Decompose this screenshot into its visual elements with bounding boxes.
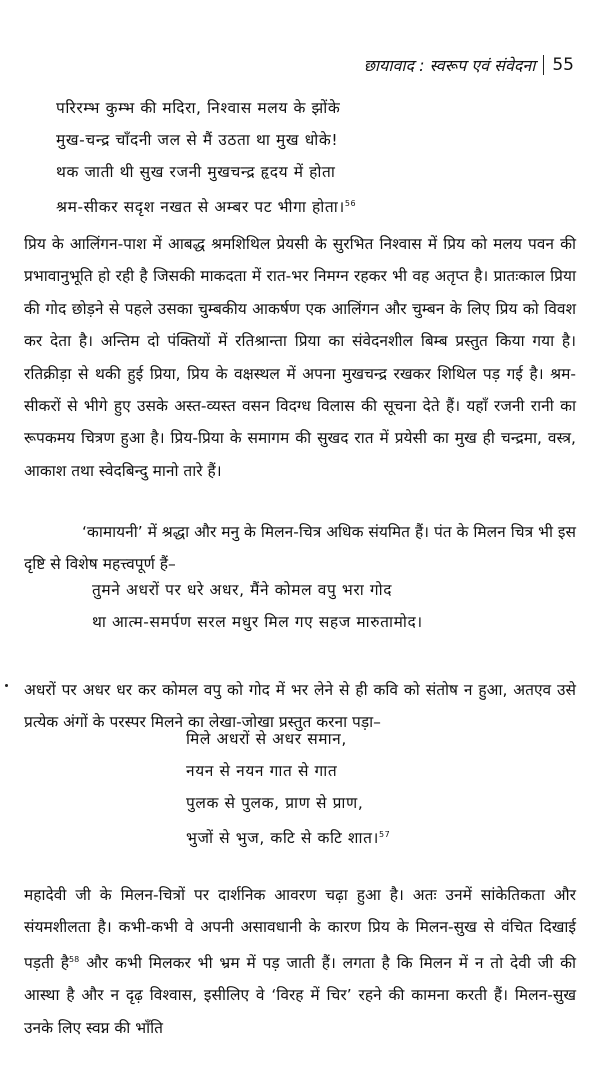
verse-block-2 xyxy=(92,574,423,638)
verse-line: मिले अधरों से अधर समान, xyxy=(186,730,347,748)
verse-line: तुमने अधरों पर धरे अधर, मैंने कोमल वपु भरा गोद xyxy=(92,581,393,599)
footnote-ref: 58 xyxy=(69,954,80,964)
margin-dot xyxy=(5,684,8,687)
verse-line: नयन से नयन गात से गात xyxy=(186,762,338,780)
footnote-ref: 56 xyxy=(344,199,357,208)
paragraph-4 xyxy=(24,879,576,1044)
running-header xyxy=(364,54,574,76)
chapter-title: छायावाद : स्वरूप एवं संवेदना xyxy=(363,56,536,75)
verse-line: परिरम्भ कुम्भ की मदिरा, निश्वास मलय के झोंके xyxy=(56,99,341,117)
paragraph-text-part: और कभी मिलकर भी भ्रम में पड़ जाती हैं। लगता है कि मिलन में न तो देवी जी की आस्था है और न दृढ़ विश्वास, इसीलिए वे ‘विरह में चिर’ रहने की कामना करती हैं। मिलन-सुख उनके लिए स्वप्न की भाँति xyxy=(24,953,576,1037)
page-number: 55 xyxy=(552,55,574,75)
header-divider xyxy=(543,55,544,75)
paragraph-text: अधरों पर अधर धर कर कोमल वपु को गोद में भर लेने से ही कवि को संतोष न हुआ, अतएव उसे प्रत्येक अंगों के परस्पर मिलने का लेखा-जोखा प्रस्तुत करना पड़ा– xyxy=(24,681,576,732)
verse-line: मुख-चन्द्र चाँदनी जल से मैं उठता था मुख धोके! xyxy=(56,131,339,149)
verse-line-text: भुजों से भुज, कटि से कटि शात। xyxy=(186,829,379,848)
verse-line xyxy=(56,188,356,220)
footnote-ref: 57 xyxy=(378,830,391,839)
verse-block-3 xyxy=(186,723,390,851)
verse-line-text: श्रम-सीकर सदृश नखत से अम्बर पट भीगा होता। xyxy=(56,198,345,217)
paragraph-text-part: महादेवी जी के मिलन-चित्रों पर दार्शनिक आवरण चढ़ा हुआ है। अतः उनमें सांकेतिकता और संयमशीलता है। कभी-कभी वे अपनी असावधानी के कारण प्रिय के मिलन-सुख से वंचित दिखाई पड़ती है xyxy=(24,886,576,972)
verse-line: पुलक से पुलक, प्राण से प्राण, xyxy=(186,794,364,812)
verse-line: थक जाती थी सुख रजनी मुखचन्द्र हृदय में होता xyxy=(56,163,336,181)
paragraph-text: ‘कामायनी’ में श्रद्धा और मनु के मिलन-चित्र अधिक संयमित हैं। पंत के मिलन चित्र भी इस दृष्टि से विशेष महत्त्वपूर्ण हैं– xyxy=(24,523,576,574)
verse-line xyxy=(186,819,390,851)
paragraph-2 xyxy=(24,516,576,581)
paragraph-1 xyxy=(24,228,576,487)
verse-block-1 xyxy=(56,92,356,220)
paragraph-text xyxy=(24,879,576,1044)
paragraph-text: प्रिय के आलिंगन-पाश में आबद्ध श्रमशिथिल प्रेयसी के सुरभित निश्वास में प्रिय को मलय पवन की प्रभावानुभूति हो रही है जिसकी माकदता में रात-भर निमग्न रहकर भी वह अतृप्त है। प्रातःकाल प्रिया की गोद छोड़ने से पहले उसका चुम्बकीय आकर्षण एक आलिंगन और चुम्बन के लिए प्रिय को विवश कर देता है। अन्तिम दो पंक्तियों में रतिश्रान्ता प्रिया का संवेदनशील बिम्ब प्रस्तुत किया गया है। रतिक्रीड़ा से थकी हुई प्रिया, प्रिय के वक्षस्थल में अपना मुखचन्द्र रखकर शिथिल पड़ गई है। श्रम-सीकरों से भीगे हुए उसके अस्त-व्यस्त वसन विदग्ध विलास की सूचना देते हैं। यहाँ रजनी रानी का रूपकमय चित्रण हुआ है। प्रिय-प्रिया के समागम की सुखद रात में प्रयेसी का मुख ही चन्द्रमा, वस्त्र, आकाश तथा स्वेदबिन्दु मानो तारे हैं। xyxy=(24,235,576,480)
verse-line: था आत्म-समर्पण सरल मधुर मिल गए सहज मारुतामोद। xyxy=(92,613,423,631)
